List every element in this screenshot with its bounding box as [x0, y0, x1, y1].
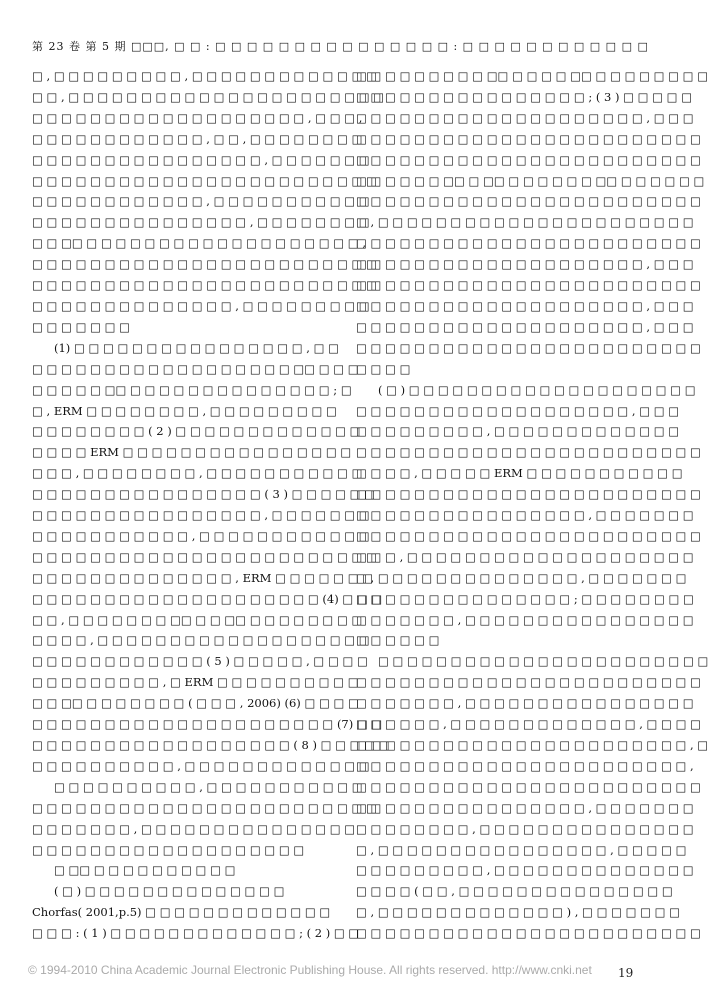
text-line: □ □ □ □ □ □ □ □ □ , □ ERM □ □ □ □ □ □ □ □ □ □	[32, 675, 359, 690]
text-line: □ □ □ □ □ □ □ □ □ □ □ □ □ □ □ □ □ □ □ □ □ □ □ □	[356, 152, 701, 167]
text-line: □ □ □ □ □ □ □ □ □ □ □ □ □ □ □ □ □ □ □ □ □ □ □ □	[32, 278, 377, 293]
text-line: □ □ □ □ □ □ □ □ □ □ □ □ □ □ □ □ , □ □ □ □ □ □ □	[356, 508, 694, 523]
text-line: □ □ □ □ □ □ □ □ □ □ □ □ □ □ □ □ , □ □ □ □ □ □ □	[356, 800, 694, 815]
text-line: □ □ □ □ □ □ □□ □ □□ □ □ □ □ □ □ □□ □ □ □ □ □ □	[356, 173, 705, 188]
text-line: □ □ □ □ □ □ □ , □ □ □ □ □ □ □ □ □ □ □ □ □ □ □ □	[356, 696, 694, 711]
text-line: □ □ □ □ , □ □ □ □ □ □ □ □ □ □ □ □ □ □ □ □ □ □ □	[32, 633, 370, 648]
text-line: □ □ □ □ □ □ □ □ □ □ □ □ □ □ □ □ □ □ □ □ , □ □ □	[356, 319, 694, 334]
running-header: 第 23 卷 第 5 期 □□□, □ □ : □ □ □ □ □ □ □ □ □ □ □ □ □ □ □ : □ □ □ □ □ □ □ □ □ □ □ □	[32, 40, 649, 53]
text-line: □ □ □ □ □ □ □ □ □ □ □ □ □ □ □ ; □ □ □ □ □ □ □ □	[356, 591, 694, 606]
text-line: □ □ □ □ ERM □ □ □ □ □ □ □ □ □ □ □ □ □ □ □ □	[32, 445, 352, 460]
text-line: □ □ □ □ □ □ □ □ □ □ , □ □ □ □ □ □ □ □ □ □ □ □ □	[32, 758, 370, 773]
left-paragraph-4	[32, 881, 360, 944]
text-line: □ □ □ □ □ □ □ □ □ □ □ □ □ □ □ □ □ □ □ □ □ (7) □ □	[32, 717, 383, 732]
text-line: □ □ □ □ □ □ □ □ □ □ □ □ □ □ □ □ □ □ □ □ □ □ □ □	[32, 800, 377, 815]
text-line: □ □ □ □ □ □ , □ □ □ □ □ □ □ □ □ □ □ □ □ , □ □ □ □	[356, 717, 701, 732]
text-line: □ □ □ □ □ □ □ □ □ □ □ □ □ □ □ □ ( 3 ) □ □ □ □ □ □	[32, 487, 376, 502]
text-line: □ □ □ □ □ □ □ □ □ □ □ □ □ □ □ □ □ □ □ □ , □ □ □	[356, 257, 694, 272]
text-line: □ □ □ □ □ □ □ □ □ □ □ □ □ □ □ □ □ □ □ □ □ □ □	[378, 654, 708, 669]
text-line: □ □ □ □ □ □ □ □ □ □ □ □ □ □ □ □ □ □ □□ □ □ □	[32, 361, 359, 376]
text-line: □ □ □ □ □ □	[356, 633, 440, 648]
left-section-heading: □ □□ □ □ □ □ □ □ □ □ □ □	[54, 863, 236, 878]
text-line: □ □ □ □ □ □ □ □ □ □ □ □ □ □ □ □ □ □ ( 8 ) □ □ □ □ □	[32, 738, 390, 752]
text-line: □ □ □ , □ □ □ □ □ □ □ □ , □ □ □ □ □ □ □ □ □ □ □	[32, 466, 363, 481]
text-line: ( □ ) □ □ □ □ □ □ □ □ □ □ □ □ □ □	[54, 884, 285, 899]
text-line: □ □ □ □ □ □ □ □ □ □ □ , □ □ □ □ □ □ □ □ □ □ □ □	[32, 528, 370, 543]
text-line: □ □ □ □ □ □ □ □ □ □ □ □ □ □ □ □ □ □ □ □ □ □ □ □	[356, 445, 701, 460]
text-line: ( □ ) □ □ □ □ □ □ □ □ □ □ □ □ □ □ □ □ □ □ □ □	[378, 382, 696, 397]
text-line: □ □ □ □ □ □ □ □ □ □ □ □ □ □ □ □ □ □ □	[32, 842, 305, 857]
text-line: □ □ □ □ □ □ □ □ □ □ □ □ ( 5 ) □ □ □ □ □ , □ □ □ □	[32, 654, 368, 669]
left-paragraph-1	[32, 66, 385, 338]
text-line: □ □ □ □ □ □ □ □ □ □ □ □ □ □ □ □ □ □ □ □ □ □ □ □	[32, 173, 377, 188]
text-line: □ □ □ □ □ □ □ □ □ □ □ □ , □ □ □ □ □ □ □ □ □ □ □	[32, 194, 370, 209]
text-line: □ □ □□ □ □ □ □ □ □ □ ( □ □ □ , 2006) (6) □ □ □ □	[32, 696, 359, 711]
text-line: □ □ □ □ □ □ □ □ , □ □ □ □ □ □ □ □ □ □ □ □ □ □ □	[356, 821, 694, 836]
left-column	[32, 66, 390, 944]
text-line: □ □ □ □ □ □ □ , □ □ □ □ □ □ □ □ □ □ □ □ □ □ □ □	[356, 612, 694, 627]
text-line: □ □ □ □ □ □ □ □ □ □ □ □ □ □ □ □ □ □ □ □ □ □ □ □	[32, 257, 377, 272]
text-line: □ □ □ □ □ □ □ □ □ □ □ □ □ □ , ERM □ □ □ □ □ □ □	[32, 570, 374, 585]
text-line: □ □ □ □ □ □ □ □ □ □ □ □ □ □ □ □ □ □ □ □ □ □ □ □	[32, 549, 377, 564]
text-line: □ , □ □ □ □ □ □ □ □ □ □ □ □ □ □ □ □ , □ □ □ □ □	[356, 842, 687, 857]
right-paragraph-1	[356, 66, 708, 380]
text-line: □ □ □ □ □ □ □ □ □ □ □ □ □ □ □ □ , □ □ □ □ □ □ □	[32, 152, 370, 167]
left-paragraph-2	[32, 338, 390, 777]
text-line: □ , □ □ □ □ □ □ □ □ □ □ □ □ □ □ □ □ □ □ □ □ □ □	[356, 215, 694, 230]
right-paragraph-2	[356, 380, 701, 652]
text-line: □ □ □ □ □ □ □ □ □ , □ □ □ □ □ □ □ □ □ □ □ □ □	[356, 424, 680, 439]
left-paragraph-3	[32, 777, 377, 861]
text-line: □ □ □ □ □ □ □ □ □ □ □ □ □ □ □ □ □ □ □ □ , □ □ □	[356, 298, 694, 313]
right-paragraph-3	[356, 651, 708, 944]
text-line: □ □ □ □ , □ □ □ □ □ ERM □ □ □ □ □ □ □ □ □ □ □	[356, 466, 683, 481]
text-line: □ □ □ □ □ □ □ □ □ □ □ □ □ □ □ □ □ □ □ , □ □ □ ,	[32, 110, 363, 125]
text-line: □ □ □ □ □ □ □ □ □ □ □ □ □ □ □ □ □ □ □ , □ □ □	[356, 403, 680, 418]
text-line: □ , □ □ □ □ □ □ □ □ □ □ □ □ □ □ , □ □ □ □ □ □ □	[356, 570, 687, 585]
text-line: □ □ □ □ □ □ □ □ □ □ , □ □ □ □ □ □ □ □ □ □ □	[54, 779, 363, 794]
page-number: 19	[618, 966, 634, 980]
copyright-footer: © 1994-2010 China Academic Journal Electronic Publishing House. All rights reserved. http://www.cnki.net	[28, 963, 592, 977]
text-line: □ □ , □ □ □ □ □ □ □ □ □ □ □ □ □ □ □ □ □ □ □ □ □ □	[32, 89, 385, 104]
text-line: □ □ □□ □ □ □ □ □ □ □ □ □ □ □ □ □ □ □ □ □ □ □ ,	[32, 236, 366, 251]
text-line: □ □ □ □ □ □ □ □ □ □ □ □ □ □ □ □ □ □ □ □ □ □ □ , □	[356, 738, 708, 752]
text-line: □ □ □ □ □ □ □ □ □ □ □ □ □ □ □ □ □ □ □ □ (4) □ □ □	[32, 591, 383, 606]
text-line: □ □ □ □ □ □ □ □ □ □ □ □ , □ □ , □ □ □ □ □ □ □ □	[32, 131, 363, 146]
text-line: (1) □ □ □ □ □ □ □ □ □ □ □ □ □ □ □ □ , □ □	[54, 340, 339, 355]
text-line: □ □ , □ □ □ □ □ □ □ □□ □ □ □□ □ □ □ □ □ □ □ □	[32, 612, 363, 627]
text-line: □ □ □ □ □ □ □ □ □ □ □ □ □ □ □ □ □ □ □ □ □ □ □ □	[356, 131, 701, 146]
text-line: □ □ □ □ ( □ □ , □ □ □ □ □ □ □ □ □ □ □ □ □ □ □	[356, 884, 673, 899]
text-line: □ □ □ □ □ □ □ □ □ □ □ □ □ □ □ □ □ □ □ □ □ □ □ □	[356, 278, 701, 293]
text-line: □ □ □ □ □ □ □ □ □ □ □ □ □ □ □ □ □ □ □ □ □ □ □ □	[356, 675, 701, 690]
text-line: □ □ □ □ □ □ □ □ □ □ □ □ □ □ □ □ □ □ □ □ , □ □ □	[356, 110, 694, 125]
text-line: □ □ □ □ □ □ □ □ □ □ □ □ □ □ □ □ □ □ □ □ □ □ □ □	[356, 528, 701, 543]
text-line: □ , ERM □ □ □ □ □ □ □ □ , □ □ □ □ □ □ □ □ □	[32, 403, 337, 418]
text-line: □ □ □ □ □ □ □ □ □ □ □ □ □ □ □ □ □ □ □ □ □ □ □ □	[356, 236, 701, 251]
text-line: □ □ □ □	[356, 361, 411, 376]
text-line: □ □ □ □ □ □ □ □ □ □ □ □ □ □ □ □ □ □ □ □ □ □ □ □	[356, 926, 701, 941]
text-line: □ □ □ □ □ □ □ □ □ □ □ □ □ □ □ □ ; ( 3 ) □ □ □ □ □	[356, 89, 693, 104]
text-line: □ □ □ □ □ □ □ □ □ □ □ □ □ □ □ □ □ □ □ □ □ □ □ □	[356, 194, 701, 209]
text-line: □ □ □ □ □ □ □ □ □ □□ □ □ □ □ □□ □ □ □ □ □ □ □ □	[356, 69, 708, 83]
text-line: Chorfas( 2001,p.5) □ □ □ □ □ □ □ □ □ □ □ □ □	[32, 905, 331, 920]
text-line: □ □ □ □ □ □ □ □ □ □ □ □ □ □ , □ □ □ □ □ □ □ □ □	[32, 298, 370, 313]
text-line: □ □ □ □ □ □ □ □ □ □ □ □ □ □ □ , □ □ □ □ □ □ □ □	[32, 215, 370, 230]
right-column	[356, 66, 708, 944]
text-line: □ □ □ : ( 1 ) □ □ □ □ □ □ □ □ □ □ □ □ □ ; ( 2 ) □ □	[32, 926, 360, 941]
text-line: □ □ □ □ □ □□ □ □ □ □ □ □ □ □ □ □ □ □ □ □ ; □	[32, 382, 352, 397]
text-line: □ □ □ □ □ □ □ □ □ □ □ □ □ □ □ □ □ □ □ □ □ □ □ □	[356, 487, 701, 502]
text-line: □ □ □ □ □ □ □ □ ( 2 ) □ □ □ □ □ □ □ □ □ □ □ □ □	[32, 424, 361, 439]
text-line: □ , □ □ □ □ □ □ □ □ □ □ □ □ □ ) , □ □ □ □ □ □ □	[356, 905, 681, 920]
text-line: □ □ □ □ □ □ □	[32, 319, 130, 334]
text-line: □ □ □ □ □ □ □ □ □ □ □ □ □ □ □ □ □ □ □ □ □ □ □ ,	[356, 758, 694, 773]
text-line: □ , □ □ □ □ □ □ □ □ □ , □ □ □ □ □ □ □ □ □ □ □ □ □	[32, 69, 377, 83]
text-line: □ □ □ □ □ □ □ □ □ , □ □ □ □ □ □ □ □ □ □ □ □ □ □	[356, 863, 694, 878]
text-line: □ □ □ □ □ □ □ □ □ □ □ □ □ □ □ □ , □ □ □ □ □ □ □	[32, 508, 370, 523]
text-line: □ □ □ □ □ □ □ □ □ □ □ □ □ □ □ □ □ □ □ □ □ □ □ □	[356, 340, 701, 355]
text-line: □ □ □ □ □ □ □ , □ □ □ □ □ □ □ □ □ □ □ □ □ □ □	[32, 821, 356, 836]
text-line: □ □ □ , □ □ □ □ □ □ □ □ □ □ □ □ □ □ □ □ □ □ □ □	[356, 549, 694, 564]
text-line: □ □ □ □ □ □ □ □ □ □ □ □ □ □ □ □ □ □ □ □ □ □ □ □	[356, 779, 701, 794]
